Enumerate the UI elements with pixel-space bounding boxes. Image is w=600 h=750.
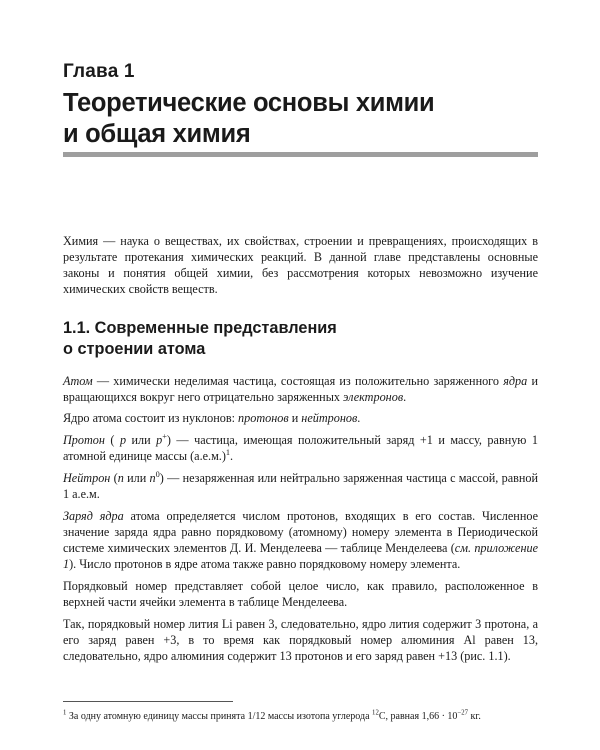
nucleons-text: Ядро атома состоит из нуклонов: — [63, 411, 239, 425]
term-proton: Протон — [63, 433, 105, 447]
exponent-sup: −27 — [457, 709, 469, 717]
proton-end: . — [230, 449, 234, 463]
footnote-text-1: За одну атомную единицу массы принята 1/12 массы изотопа углерода — [66, 711, 373, 722]
section-title-line-2: о строении атома — [63, 340, 206, 358]
chapter-title — [63, 88, 434, 150]
proton-or: или — [126, 433, 157, 447]
neutron-charge-sup: 0 — [155, 469, 160, 479]
chapter-title-line-2: и общая химия — [63, 120, 251, 148]
proton-text: ) — частица, имеющая положительный заряд +1 и массу, равную 1 атомной единице массы (а.е.м.) — [63, 433, 538, 463]
footnote — [63, 710, 538, 723]
footnote-ref: 1 — [225, 447, 231, 457]
proton-charge-sup: + — [162, 431, 167, 441]
atom-end: . — [403, 390, 407, 404]
proton-definition — [63, 432, 538, 464]
neutron-or: или — [123, 471, 150, 485]
term-neutron: Нейтрон — [63, 471, 111, 485]
page — [63, 0, 538, 750]
neutron-text: ) — незаряженная или нейтрально заряженная частица с массой, равной 1 а.е.м. — [63, 471, 538, 501]
section-title — [63, 318, 337, 360]
intro-paragraph: Химия — наука о веществах, их свойствах, строении и превращениях, происходящих в результате протекания химических реакций. В данной главе представлены основные законы и понятия общей химии, без рассмотрения которых невозможно изучение химических свойств веществ. — [63, 234, 538, 296]
term-atom: Атом — [63, 374, 93, 388]
footnote-text-2: кг. — [468, 711, 481, 722]
charge-text-2: ). Число протонов в ядре атома также равно порядковому номеру элемента. — [69, 557, 461, 571]
charge-paragraph — [63, 508, 538, 572]
term-protons: протонов — [238, 411, 289, 425]
proton-symbol-alt: p — [156, 433, 163, 447]
footnote-mark: 1 — [63, 709, 67, 717]
neutron-open: ( — [110, 471, 118, 485]
chapter-divider — [63, 152, 538, 157]
nucleons-paragraph — [63, 410, 538, 426]
charge-text-1: атома определяется числом протонов, входящих в его состав. Численное значение заряда ядра равно порядковому (атомному) номеру элемента в Периодической системе химических элементов Д. И. Менделеева — таблице Менделеева ( — [63, 509, 538, 555]
term-charge: Заряд ядра — [63, 509, 124, 523]
ordinal-paragraph: Порядковый номер представляет собой целое число, как правило, расположенное в верхней части ячейки элемента в таблице Менделеева. — [63, 579, 538, 609]
atom-text-1: — химически неделимая частица, состоящая из положительно заряженного — [92, 374, 504, 388]
section-body — [63, 373, 538, 670]
example-paragraph: Так, порядковый номер лития Li равен 3, следовательно, ядро лития содержит 3 протона, а его заряд равен +3, в то время как порядковый номер алюминия Al равен 13, следовательно, ядро алюминия содержит 13 протонов и его заряд равен +13 (рис. 1.1). — [63, 617, 538, 663]
section-title-line-1: 1.1. Современные представления — [63, 319, 337, 337]
neutron-symbol-alt: n — [149, 471, 156, 485]
footnote-divider — [63, 701, 233, 702]
neutron-definition — [63, 470, 538, 502]
isotope-mass-sup: 12 — [372, 709, 379, 717]
atom-text-2: и вращающихся вокруг него отрицательно заряженных — [63, 374, 538, 404]
term-electrons: электронов — [343, 390, 404, 404]
atom-definition — [63, 373, 538, 405]
proton-symbol: p — [119, 433, 127, 447]
chapter-title-line-1: Теоретические основы химии — [63, 89, 435, 117]
term-core: ядра — [503, 374, 528, 388]
nucleons-and: и — [288, 411, 302, 425]
term-neutrons: нейтронов — [301, 411, 358, 425]
chapter-label: Глава 1 — [63, 61, 135, 82]
footnote-isotope: С, равная 1,66 · 10 — [378, 711, 458, 722]
proton-open: ( — [104, 433, 120, 447]
nucleons-end: . — [357, 411, 361, 425]
appendix-reference: см. приложение 1 — [63, 541, 539, 571]
neutron-symbol: n — [117, 471, 124, 485]
